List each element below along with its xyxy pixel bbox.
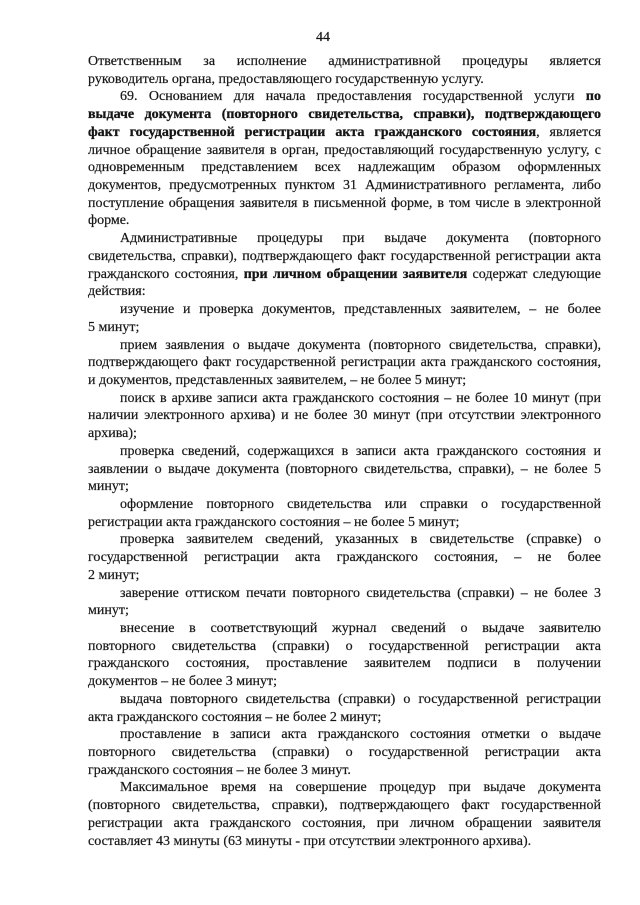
text-line: минут; bbox=[88, 603, 129, 619]
bold-text-segment: выдаче документа (повторного свидетельства, справки), подтверждающего bbox=[88, 107, 601, 123]
text-line: документов – не более 3 минут; bbox=[88, 674, 278, 690]
bold-text-segment: при личном обращении заявителя bbox=[243, 266, 468, 282]
list-item-certificate-preparation bbox=[88, 496, 601, 531]
text-line: внесение в соответствующий журнал сведений о выдаче заявителю bbox=[120, 621, 601, 636]
text-line: (повторного свидетельства, справки), подтверждающего факт государственной bbox=[88, 798, 601, 814]
text-line: свидетельства, справки), подтверждающего факт государственной регистрации акта bbox=[88, 248, 601, 264]
text-line: наличии электронного архива) и не более 30 минут (при отсутствии электронного bbox=[88, 408, 601, 424]
bold-text-segment: факт государственной регистрации акта гражданского состояния bbox=[88, 124, 537, 140]
text-line: одновременным представлением всех надлежащим образом оформленных bbox=[88, 160, 601, 176]
text-line: оформление повторного свидетельства или справки о государственной bbox=[120, 496, 601, 512]
text-line: личное обращение заявителя в орган, предоставляющий государственную услугу, с bbox=[88, 142, 601, 158]
text-line: поступление обращения заявителя в письменной форме, в том числе в электронной bbox=[88, 195, 601, 211]
text-line: повторного свидетельства (справки) о государственной регистрации акта bbox=[88, 745, 601, 761]
text-line: поиск в архиве записи акта гражданского состояния – не более 10 минут (при bbox=[120, 390, 601, 406]
paragraph-item-69-basis bbox=[88, 88, 601, 230]
text-line: государственной регистрации акта гражданского состояния, – не более bbox=[88, 550, 601, 566]
text-line bbox=[88, 266, 601, 284]
list-item-document-check bbox=[88, 301, 601, 336]
text-line: 5 минут; bbox=[88, 319, 140, 335]
text-line: выдача повторного свидетельства (справки) о государственной регистрации bbox=[120, 691, 601, 707]
text-line: гражданского состояния, проставление заявителем подписи в получении bbox=[88, 656, 601, 672]
text-line: заверение оттиском печати повторного свидетельства (справки) – не более 3 bbox=[120, 585, 601, 601]
text-line: прием заявления о выдаче документа (повторного свидетельства, справки), bbox=[120, 337, 601, 353]
paragraph-responsible-official bbox=[88, 53, 601, 88]
bold-text-segment: по bbox=[585, 89, 601, 105]
text-segment: содержат следующие bbox=[467, 266, 602, 282]
text-line: проверка заявителем сведений, указанных в свидетельстве (справке) о bbox=[120, 532, 601, 548]
text-line: и документов, представленных заявителем, – не более 5 минут; bbox=[88, 372, 467, 388]
text-line: действия: bbox=[88, 284, 146, 300]
text-line: гражданского состояния – не более 3 минут. bbox=[88, 762, 351, 778]
list-item-journal-entry bbox=[88, 620, 601, 691]
text-line: Ответственным за исполнение административной процедуры является bbox=[88, 54, 601, 69]
text-line: составляет 43 минуты (63 минуты - при отсутствии электронного архива). bbox=[88, 833, 532, 849]
text-line: документов, предусмотренных пунктом 31 Административного регламента, либо bbox=[88, 178, 601, 194]
text-line: повторного свидетельства (справки) о государственной регистрации акта bbox=[88, 638, 601, 654]
text-segment: гражданского состояния, bbox=[88, 266, 244, 282]
text-body bbox=[88, 53, 601, 850]
list-item-applicant-verification bbox=[88, 531, 601, 584]
text-line bbox=[88, 106, 601, 124]
text-line: проставление в записи акта гражданского состояния отметки о выдаче bbox=[120, 727, 601, 743]
text-line: проверка сведений, содержащихся в записи акта гражданского состояния и bbox=[120, 443, 601, 459]
text-line: Максимальное время на совершение процедур при выдаче документа bbox=[120, 780, 601, 796]
text-line: подтверждающего факт государственной регистрации акта гражданского состояния, bbox=[88, 355, 601, 371]
text-line: акта гражданского состояния – не более 2 минут; bbox=[88, 709, 382, 725]
text-line: регистрации акта гражданского состояния – не более 5 минут; bbox=[88, 514, 460, 530]
text-line: 2 минут; bbox=[88, 567, 140, 583]
page-number: 44 bbox=[316, 30, 330, 45]
text-line: минут; bbox=[88, 479, 129, 495]
text-line: руководитель органа, предоставляющего государственную услугу. bbox=[88, 71, 484, 87]
text-line: регистрации акта гражданского состояния, при личном обращении заявителя bbox=[88, 815, 601, 831]
text-line: изучение и проверка документов, представленных заявителем, – не более bbox=[120, 302, 601, 318]
list-item-application-intake bbox=[88, 337, 601, 390]
text-line: Административные процедуры при выдаче документа (повторного bbox=[120, 231, 601, 247]
paragraph-procedures-intro bbox=[88, 230, 601, 301]
text-segment: , является bbox=[536, 124, 602, 140]
list-item-archive-search bbox=[88, 390, 601, 443]
list-item-seal-certification bbox=[88, 585, 601, 620]
list-item-record-marking bbox=[88, 726, 601, 779]
paragraph-maximum-time bbox=[88, 779, 601, 850]
text-segment: 69. Основанием для начала предоставления государственной услуги bbox=[120, 89, 586, 105]
text-line bbox=[88, 124, 601, 142]
list-item-certificate-issuance bbox=[88, 691, 601, 726]
text-line: форме. bbox=[88, 213, 130, 229]
list-item-data-verification bbox=[88, 443, 601, 496]
text-line: архива); bbox=[88, 426, 137, 442]
text-line: заявлении о выдаче документа (повторного свидетельства, справки), – не более 5 bbox=[88, 461, 601, 477]
text-line bbox=[88, 88, 601, 106]
